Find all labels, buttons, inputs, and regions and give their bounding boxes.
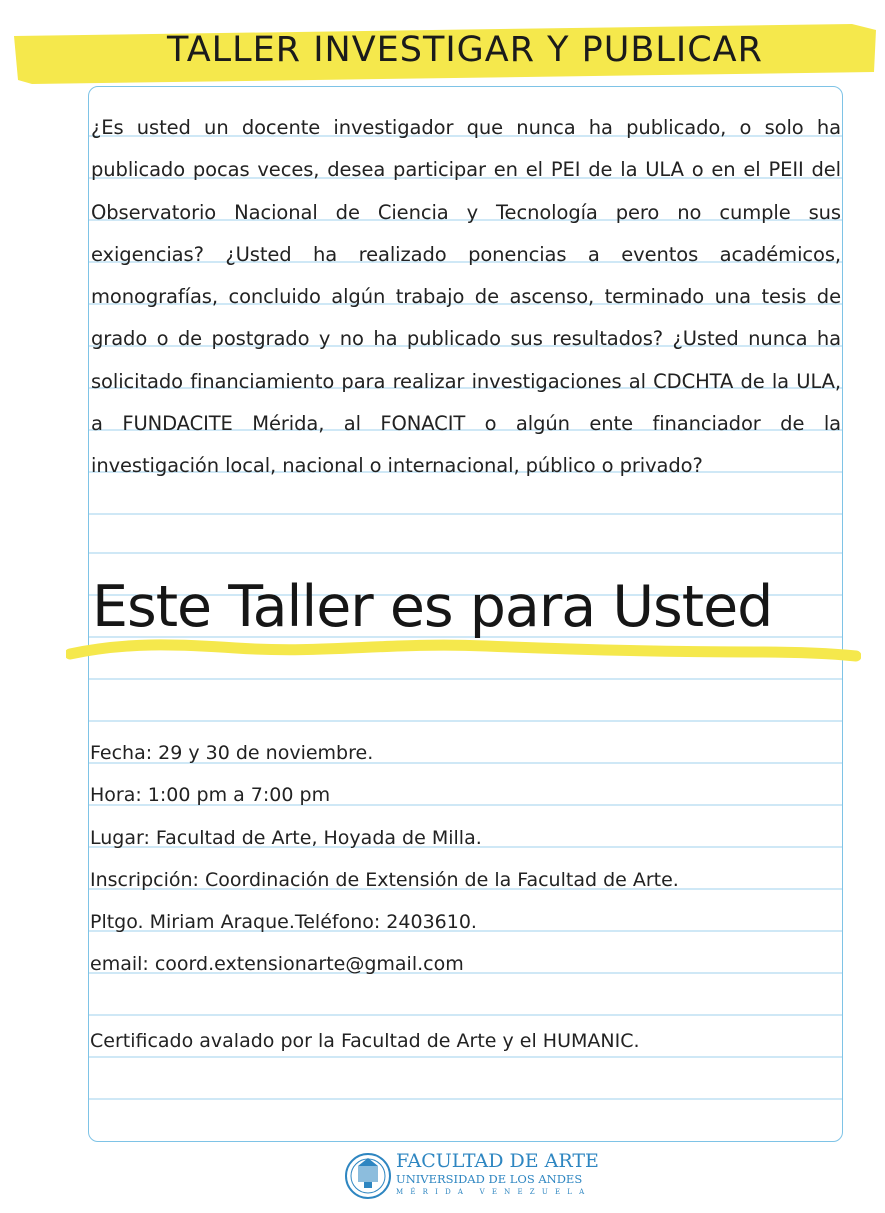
headline: Este Taller es para Usted <box>92 574 773 640</box>
intro-paragraph: ¿Es usted un docente investigador que nunca ha publicado, o solo ha publicado pocas veces, desea participar en el PEI de la ULA o en el PEII del Observatorio Nacional de Ciencia y Tecnología pero no cumple sus exigencias? ¿Usted ha realizado ponencias a eventos académicos, monografías, concluido algún trabajo de ascenso, terminado una tesis de grado o de postgrado y no ha publicado sus resultados? ¿Usted nunca ha solicitado financiamiento para realizar investigaciones al CDCHTA de la ULA, a FUNDACITE Mérida, al FONACIT o algún ente financiador de la investigación local, nacional o internacional, público o privado? <box>91 116 841 478</box>
university-seal-icon <box>344 1148 392 1204</box>
date-line: Fecha: 29 y 30 de noviembre. <box>90 742 374 764</box>
logo-university-name: UNIVERSIDAD DE LOS ANDES <box>396 1172 583 1186</box>
event-details <box>90 732 840 986</box>
email-line[interactable]: email: coord.extensionarte@gmail.com <box>90 953 464 976</box>
logo-faculty-name: FACULTAD DE ARTE <box>396 1150 599 1172</box>
contact-line: Pltgo. Miriam Araque.Teléfono: 2403610. <box>90 911 477 934</box>
location-line: Lugar: Facultad de Arte, Hoyada de Milla. <box>90 826 482 849</box>
registration-line: Inscripción: Coordinación de Extensión de la Facultad de Arte. <box>90 868 679 891</box>
time-line: Hora: 1:00 pm a 7:00 pm <box>90 784 331 807</box>
certificate-note: Certificado avalado por la Facultad de Arte y el HUMANIC. <box>90 1030 640 1052</box>
logo-location: MÉRIDA VENEZUELA <box>396 1188 592 1196</box>
page-title: TALLER INVESTIGAR Y PUBLICAR <box>167 30 763 70</box>
faculty-logo <box>344 1148 599 1204</box>
